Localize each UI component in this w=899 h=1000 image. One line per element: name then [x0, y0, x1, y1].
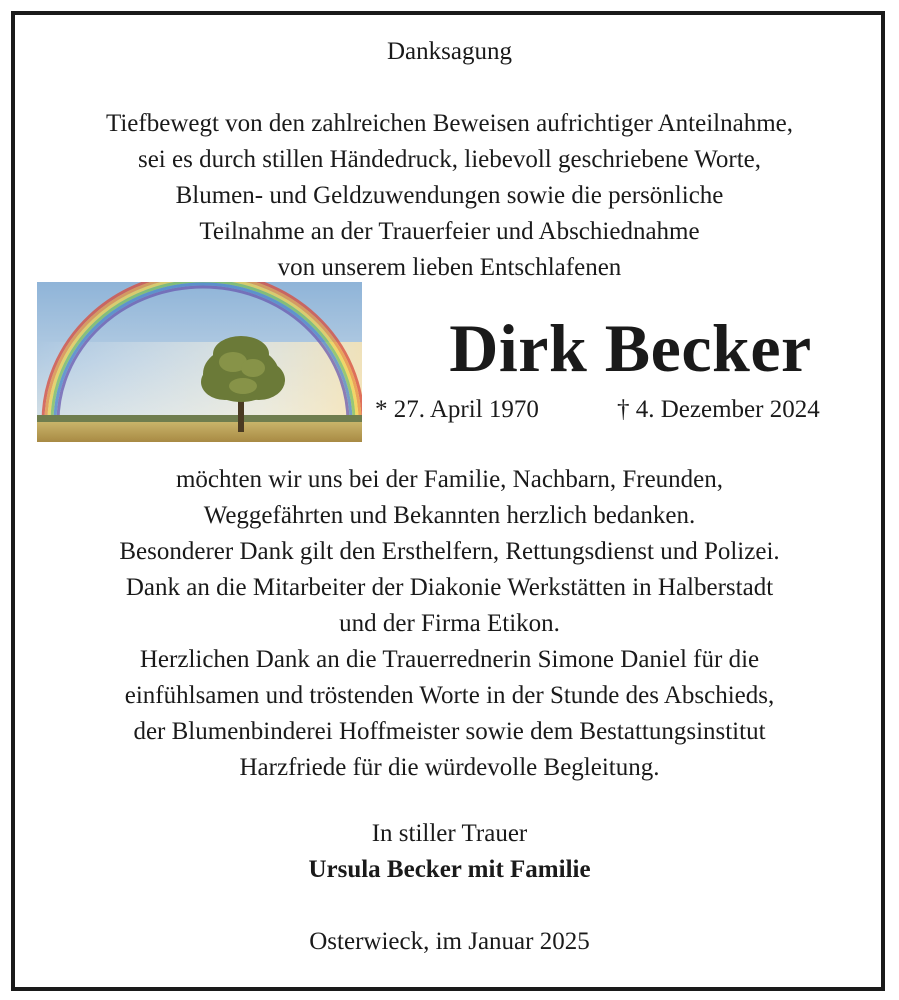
- birth-date: * 27. April 1970: [375, 396, 539, 423]
- thanks-line: Herzlichen Dank an die Trauerrednerin Simone Daniel für die: [139, 646, 760, 673]
- place-date: Osterwieck, im Januar 2025: [309, 928, 590, 955]
- thanks-line: Harzfriede für die würdevolle Begleitung.: [239, 754, 660, 781]
- signer-name: Ursula Becker mit Familie: [308, 856, 591, 883]
- thanks-text: [0, 462, 899, 786]
- thanks-line: Dank an die Mitarbeiter der Diakonie Werkstätten in Halberstadt: [125, 574, 774, 601]
- intro-line: Tiefbewegt von den zahlreichen Beweisen aufrichtiger Anteilnahme,: [105, 110, 794, 137]
- thanks-line: einfühlsamen und tröstenden Worte in der Stunde des Abschieds,: [124, 682, 775, 709]
- intro-line: Teilnahme an der Trauerfeier und Abschiednahme: [199, 218, 700, 245]
- intro-line: sei es durch stillen Händedruck, liebevoll geschriebene Worte,: [137, 146, 761, 173]
- intro-text: [0, 106, 899, 286]
- rainbow-tree-photo: [37, 282, 362, 442]
- death-date: † 4. Dezember 2024: [617, 396, 820, 423]
- thanks-line: der Blumenbinderei Hoffmeister sowie dem Bestattungsinstitut: [133, 718, 766, 745]
- intro-line: von unserem lieben Entschlafenen: [277, 254, 622, 281]
- thanks-line: möchten wir uns bei der Familie, Nachbarn, Freunden,: [175, 466, 724, 493]
- thanks-line: und der Firma Etikon.: [339, 610, 560, 637]
- deceased-name: Dirk Becker: [449, 310, 812, 386]
- thanks-line: Weggefährten und Bekannten herzlich bedanken.: [203, 502, 696, 529]
- closing-phrase: In stiller Trauer: [371, 820, 528, 847]
- notice-heading: Danksagung: [387, 38, 512, 65]
- intro-line: Blumen- und Geldzuwendungen sowie die persönliche: [175, 182, 724, 209]
- thanks-line: Besonderer Dank gilt den Ersthelfern, Rettungsdienst und Polizei.: [119, 538, 780, 565]
